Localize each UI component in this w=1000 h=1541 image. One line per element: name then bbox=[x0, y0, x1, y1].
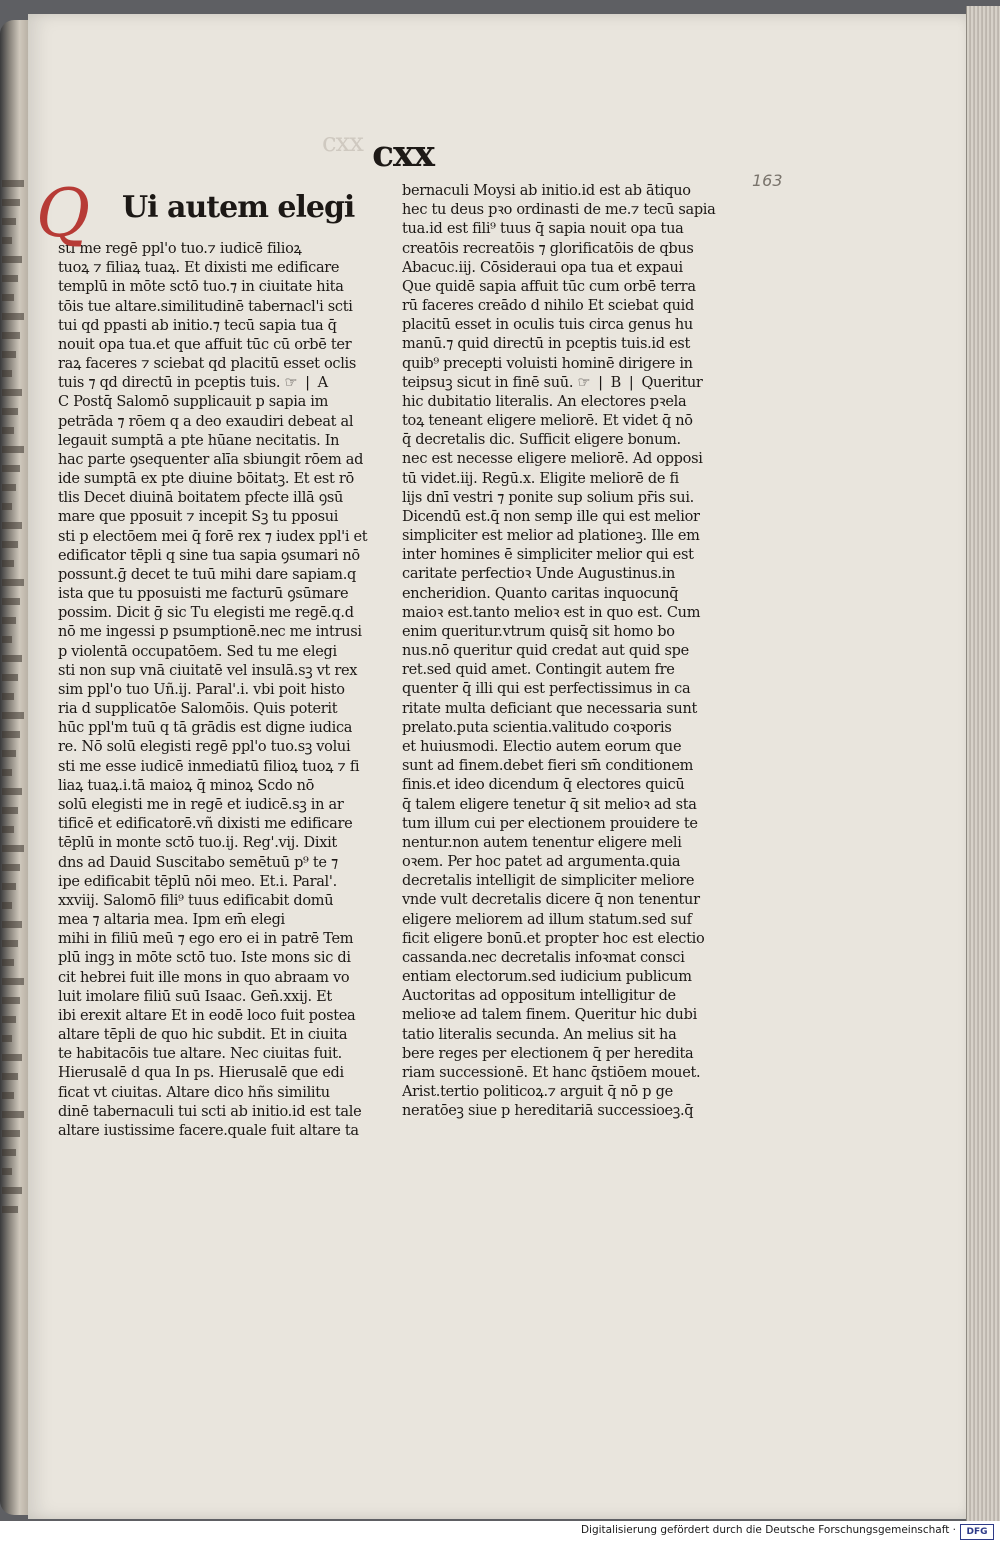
neighbor-text-fragment bbox=[2, 902, 12, 909]
text-line: Auctoritas ad oppositum intelligitur de bbox=[402, 988, 676, 1005]
text-line: tatio literalis secunda. An melius sit ha bbox=[402, 1026, 677, 1043]
text-line: altare tēpli de quo hic subdit. Et in ciuita bbox=[58, 1027, 348, 1044]
text-line: raꝝ faceres ⁊ sciebat qd placitū esset oclis bbox=[58, 356, 357, 373]
text-line: plū ingꝫ in mōte sctō tuo. Iste mons sic di bbox=[58, 950, 351, 967]
neighbor-text-fragment bbox=[2, 199, 20, 206]
neighbor-text-fragment bbox=[2, 1149, 16, 1156]
text-line: oꝛem. Per hoc patet ad argumenta.quia bbox=[402, 854, 681, 871]
text-line: tū videt.iij. Regū.x. Eligite meliorē de fi bbox=[402, 470, 679, 487]
text-line: prelato.puta scientia.valitudo coꝛporis bbox=[402, 719, 672, 736]
text-line: Dicendū est.q̄ non semp ille qui est melior bbox=[402, 508, 700, 525]
text-line: decretalis intelligit de simpliciter meliore bbox=[402, 873, 695, 890]
text-line: tlis Decet diuinā boitatem pfecte illā ꝯsū bbox=[58, 490, 344, 507]
neighbor-text-fragment bbox=[2, 389, 22, 396]
neighbor-text-fragment bbox=[2, 845, 24, 852]
text-line: ficit eligere bonū.et propter hoc est electio bbox=[402, 930, 705, 947]
funding-notice: Digitalisierung gefördert durch die Deutsche Forschungsgemeinschaft · bbox=[580, 1524, 956, 1536]
text-line: quenter q̄ illi qui est perfectissimus in ca bbox=[402, 681, 691, 698]
neighbor-text-fragment bbox=[2, 1073, 18, 1080]
decorated-initial: Q bbox=[36, 175, 91, 252]
text-line: riam successionē. Et hanc q̄stiōem mouet. bbox=[402, 1064, 701, 1081]
text-line: bere reges per electionem q̄ per heredita bbox=[402, 1045, 694, 1062]
text-line: tuis ⁊ qd directū in pceptis tuis. ☞ ❘ A bbox=[58, 375, 328, 392]
text-line: C Postq̄ Salomō supplicauit p sapia im bbox=[58, 394, 329, 411]
text-line: Arist.tertio politicoꝝ.⁊ arguit q̄ nō p ge bbox=[402, 1084, 673, 1101]
text-line: finis.et ideo dicendum q̄ electores quicū bbox=[402, 777, 685, 794]
neighbor-text-fragment bbox=[2, 655, 22, 662]
text-line: Que quidē sapia affuit tūc cum orbē terra bbox=[402, 278, 696, 295]
neighbor-text-fragment bbox=[2, 1111, 24, 1118]
right-column-text bbox=[402, 182, 732, 1121]
neighbor-text-fragment bbox=[2, 1054, 22, 1061]
text-line: possim. Dicit ḡ sic Tu elegisti me regē.q.d bbox=[58, 605, 354, 622]
text-line: possunt.ḡ decet te tuū mihi dare sapiam.q bbox=[58, 566, 357, 583]
text-line: sti non sup vnā ciuitatē vel insulā.sꝫ vt rex bbox=[58, 662, 358, 679]
text-line: toꝝ teneant eligere meliorē. Et videt q̄ nō bbox=[402, 413, 693, 430]
neighbor-text-fragment bbox=[2, 997, 20, 1004]
neighbor-text-fragment bbox=[2, 237, 12, 244]
text-line: tificē et edificatorē.vñ dixisti me edificare bbox=[58, 816, 353, 833]
text-line: cassanda.nec decretalis infoꝛmat consci bbox=[402, 949, 685, 966]
text-line: nec est necesse eligere meliorē. Ad opposi bbox=[402, 451, 703, 468]
left-column bbox=[36, 175, 380, 1141]
text-line: q̄ decretalis dic. Sufficit eligere bonum. bbox=[402, 432, 681, 449]
text-line: teipsuꝫ sicut in finē suū. ☞ ❘ B ❘ Queritur bbox=[402, 374, 703, 391]
neighbor-text-fragment bbox=[2, 959, 14, 966]
neighbor-text-fragment bbox=[2, 218, 16, 225]
neighbor-text-fragment bbox=[2, 313, 24, 320]
neighbor-text-fragment bbox=[2, 1092, 14, 1099]
text-line: hac parte ꝯsequenter alīa sbiungit rōem ad bbox=[58, 451, 364, 468]
text-line: legauit sumptā a pte hūane necitatis. In bbox=[58, 432, 340, 449]
footer-bar bbox=[0, 1521, 1000, 1541]
neighbor-text-fragment bbox=[2, 940, 18, 947]
text-line: nentur.non autem tenentur eligere meli bbox=[402, 834, 682, 851]
right-column bbox=[402, 182, 732, 1121]
neighbor-text-fragment bbox=[2, 275, 18, 282]
text-line: Abacuc.iij. Cōsideraui opa tua et expaui bbox=[402, 259, 683, 276]
neighbor-text-fragment bbox=[2, 921, 22, 928]
text-line: nouit opa tua.et que affuit tūc cū orbē ter bbox=[58, 336, 352, 353]
text-line: liaꝝ tuaꝝ.i.tā maioꝝ q̄ minoꝝ Scdo nō bbox=[58, 777, 315, 794]
dfg-logo: DFG bbox=[960, 1524, 994, 1540]
text-line: ista que tu pposuisti me facturū ꝯsūmare bbox=[58, 586, 349, 603]
neighbor-text-fragment bbox=[2, 294, 14, 301]
neighbor-text-fragment bbox=[2, 579, 24, 586]
text-line: nus.nō queritur quid credat aut quid spe bbox=[402, 643, 689, 660]
text-line: melioꝛe ad talem finem. Queritur hic dubi bbox=[402, 1007, 697, 1024]
text-line: neratōeꝫ siue p hereditariā successioeꝫ.q̄ bbox=[402, 1103, 694, 1120]
pencil-page-number: 163 bbox=[752, 171, 783, 190]
neighbor-text-fragment bbox=[2, 484, 16, 491]
text-line: creatōis recreatōis ⁊ glorificatōis de qbus bbox=[402, 240, 694, 257]
neighbor-text-fragment bbox=[2, 712, 24, 719]
text-line: ria d supplicatōe Salomōis. Quis poterit bbox=[58, 701, 338, 718]
text-line: re. Nō solū elegisti regē ppl'o tuo.sꝫ volui bbox=[58, 739, 351, 756]
neighbor-text-fragment bbox=[2, 446, 24, 453]
text-line: sunt ad finem.debet fieri sm̄ conditionem bbox=[402, 758, 694, 775]
neighbor-text-fragment bbox=[2, 332, 20, 339]
text-line: vnde vult decretalis dicere q̄ non tenentur bbox=[402, 892, 700, 909]
neighbor-text-fragment bbox=[2, 1206, 18, 1213]
text-line: te habitacōis tue altare. Nec ciuitas fuit. bbox=[58, 1046, 342, 1063]
text-line: tum illum cui per electionem prouidere te bbox=[402, 815, 698, 832]
text-line: inter homines ē simpliciter melior qui est bbox=[402, 547, 694, 564]
neighbor-text-fragment bbox=[2, 1016, 16, 1023]
text-line: mare que pposuit ⁊ incepit Sꝫ tu pposui bbox=[58, 509, 339, 526]
text-line: ret.sed quid amet. Contingit autem fre bbox=[402, 662, 675, 679]
text-line: ipe edificabit tēplū nōi meo. Et.i. Paral'. bbox=[58, 873, 337, 890]
text-line: rū faceres creādo d nihilo Et sciebat quid bbox=[402, 298, 694, 315]
neighbor-text-fragment bbox=[2, 180, 24, 187]
neighbor-text-fragment bbox=[2, 788, 22, 795]
text-line: ibi erexit altare Et in eodē loco fuit postea bbox=[58, 1007, 356, 1024]
page-edges bbox=[966, 6, 1000, 1521]
neighbor-text-fragment bbox=[2, 541, 18, 548]
neighbor-text-fragment bbox=[2, 1130, 20, 1137]
neighbor-text-fragment bbox=[2, 427, 14, 434]
text-line: ide sumptā ex pte diuine bōitatꝫ. Et est rō bbox=[58, 471, 354, 488]
neighbor-text-fragment bbox=[2, 731, 20, 738]
neighbor-text-fragment bbox=[2, 560, 14, 567]
text-line: eligere meliorem ad illum statum.sed suf bbox=[402, 911, 692, 928]
text-line: encheridion. Quanto caritas inquocunq̄ bbox=[402, 585, 679, 602]
neighbor-text-fragment bbox=[2, 807, 18, 814]
text-line: templū in mōte sctō tuo.⁊ in ciuitate hita bbox=[58, 279, 344, 296]
left-column-text bbox=[58, 240, 380, 1141]
text-line: Hierusalē d qua In ps. Hierusalē que edi bbox=[58, 1065, 344, 1082]
neighbor-text-fragment bbox=[2, 978, 24, 985]
neighbor-text-fragment bbox=[2, 1168, 12, 1175]
text-line: caritate perfectioꝛ Unde Augustinus.in bbox=[402, 566, 676, 583]
folio-bleedthrough: cxx bbox=[322, 128, 363, 158]
folio-number: cxx bbox=[372, 133, 434, 175]
left-page-edge bbox=[0, 20, 28, 1515]
text-line: dinē tabernaculi tui scti ab initio.id est tale bbox=[58, 1103, 362, 1120]
neighbor-text-fragment bbox=[2, 674, 18, 681]
text-line: enim queritur.vtrum quisq̄ sit homo bo bbox=[402, 623, 675, 640]
neighbor-text-fragment bbox=[2, 769, 12, 776]
text-line: luit imolare filiū suū Isaac. Gen̄.xxij. Et bbox=[58, 988, 332, 1005]
neighbor-text-fragment bbox=[2, 636, 12, 643]
text-line: sti p electōem mei q̄ forē rex ⁊ iudex ppl'i et bbox=[58, 528, 368, 545]
neighbor-text-fragment bbox=[2, 522, 22, 529]
neighbor-text-fragment bbox=[2, 370, 12, 377]
text-line: cit hebrei fuit ille mons in quo abraam vo bbox=[58, 969, 350, 986]
text-line: sti me regē ppl'o tuo.⁊ iudicē filioꝝ bbox=[58, 241, 302, 257]
neighbor-text-fragment bbox=[2, 693, 14, 700]
neighbor-text-fragment bbox=[2, 617, 16, 624]
text-line: ficat vt ciuitas. Altare dico hñs similitu bbox=[58, 1084, 330, 1101]
text-line: quib⁹ precepti voluisti hominē dirigere in bbox=[402, 355, 693, 372]
text-line: hūc ppl'm tuū q tā grādis est digne iudica bbox=[58, 720, 353, 737]
text-line: tui qd ppasti ab initio.⁊ tecū sapia tua q̄ bbox=[58, 317, 337, 334]
text-line: tuoꝝ ⁊ filiaꝝ tuaꝝ. Et dixisti me edificare bbox=[58, 260, 340, 277]
text-line: sti me esse iudicē inmediatū filioꝝ tuoꝝ ⁊ fi bbox=[58, 758, 360, 775]
neighbor-text-fragment bbox=[2, 351, 16, 358]
neighbor-text-fragment bbox=[2, 503, 12, 510]
text-line: et huiusmodi. Electio autem eorum que bbox=[402, 738, 682, 755]
text-line: tua.id est fili⁹ tuus q̄ sapia nouit opa tua bbox=[402, 221, 684, 238]
text-line: edificator tēpli q sine tua sapia ꝯsumari nō bbox=[58, 547, 360, 564]
neighbor-text-fragment bbox=[2, 1035, 12, 1042]
text-line: p violentā occupatōem. Sed tu me elegi bbox=[58, 643, 337, 660]
text-line: petrāda ⁊ rōem q a deo exaudiri debeat al bbox=[58, 413, 354, 430]
text-line: lijs dnī vestri ⁊ ponite sup solium pr̄is sui. bbox=[402, 489, 694, 506]
neighbor-text-fragment bbox=[2, 883, 16, 890]
text-line: solū elegisti me in regē et iudicē.sꝫ in ar bbox=[58, 796, 344, 813]
text-line: mihi in filiū meū ⁊ ego ero ei in patrē Tem bbox=[58, 931, 354, 948]
text-line: q̄ talem eligere tenetur q̄ sit melioꝛ ad sta bbox=[402, 796, 697, 813]
text-line: simpliciter est melior ad plationeꝫ. Ille em bbox=[402, 528, 700, 545]
neighbor-text-fragment bbox=[2, 826, 14, 833]
text-line: ritate multa deficiant que necessaria sunt bbox=[402, 700, 698, 717]
text-line: nō me ingessi p psumptionē.nec me intrusi bbox=[58, 624, 362, 641]
incipit-heading: Ui autem elegi bbox=[122, 190, 355, 225]
text-line: mea ⁊ altaria mea. Ipm em̄ elegi bbox=[58, 912, 285, 929]
neighbor-text-fragment bbox=[2, 465, 20, 472]
neighbor-text-fragment bbox=[2, 1187, 22, 1194]
text-line: tēplū in monte sctō tuo.ij. Reg'.vij. Dixit bbox=[58, 835, 337, 852]
text-line: bernaculi Moysi ab initio.id est ab ātiquo bbox=[402, 183, 691, 199]
text-line: placitū esset in oculis tuis circa genus hu bbox=[402, 317, 693, 334]
text-line: dns ad Dauid Suscitabo semētuū p⁹ te ⁊ bbox=[58, 854, 338, 871]
neighbor-text-fragment bbox=[2, 256, 22, 263]
text-line: xxviij. Salomō fili⁹ tuus edificabit domū bbox=[58, 892, 334, 909]
text-line: manū.⁊ quid directū in pceptis tuis.id est bbox=[402, 336, 690, 353]
text-line: sim ppl'o tuo Uñ.ij. Paral'.i. vbi poit histo bbox=[58, 681, 345, 698]
text-line: entiam electorum.sed iudicium publicum bbox=[402, 969, 692, 986]
text-line: maioꝛ est.tanto melioꝛ est in quo est. Cum bbox=[402, 604, 701, 621]
text-line: hec tu deus pꝛo ordinasti de me.⁊ tecū sapia bbox=[402, 202, 716, 219]
text-line: tōis tue altare.similitudinē tabernacl'i scti bbox=[58, 298, 353, 315]
text-line: altare iustissime facere.quale fuit altare ta bbox=[58, 1122, 359, 1139]
neighbor-text-fragment bbox=[2, 864, 20, 871]
text-line: hic dubitatio literalis. An electores pꝛela bbox=[402, 393, 687, 410]
neighbor-text-fragment bbox=[2, 408, 18, 415]
neighbor-text-fragment bbox=[2, 750, 16, 757]
neighbor-text-fragment bbox=[2, 598, 20, 605]
